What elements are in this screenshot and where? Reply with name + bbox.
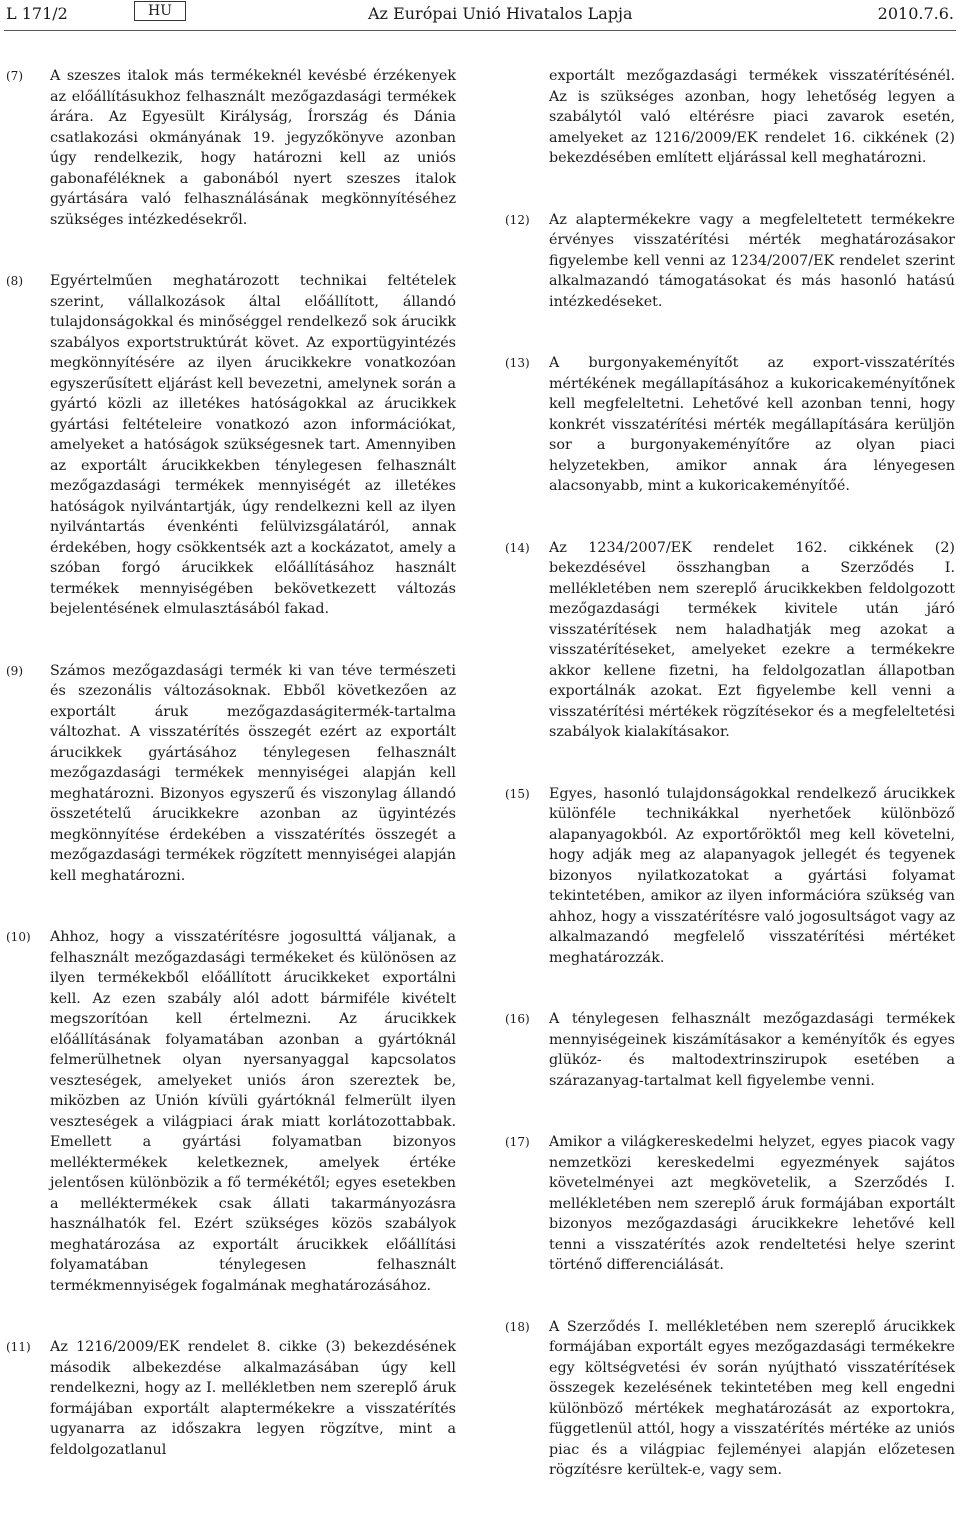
language-code-box: HU [134, 1, 186, 21]
recital-11 [6, 1337, 456, 1460]
recital-text: Amikor a világkereskedelmi helyzet, egyes piacok vagy nemzetközi kereskedelmi egyezmények sajátos követelményei azt megkövetelik, a Szerződés I. mellékletében nem szereplő áruk formájában exportált bizonyos mezőgazdasági árucikkekre lehetővé kell tenni a visszatérítés azok rendeltetési helye szerint történő differenciálását. [549, 1134, 955, 1273]
recital-9 [6, 661, 456, 887]
recital-17 [505, 1132, 955, 1276]
recital-number: (9) [6, 663, 23, 678]
recital-18 [505, 1317, 955, 1481]
recital-text: A szeszes italok más termékeknél kevésbé érzékenyek az előállításukhoz felhasznált mezőgazdasági termékek árára. Az Egyesült Királyság, Írország és Dánia csatlakozási okmányának 19. jegyzőkönyve azonban úgy rendelkezik, hogy határozni kell az uniós gabonaféléknek a gabonából nyert szeszes italok gyártására való felhasználásának megkönnyítéséhez szükséges intézkedésekről. [50, 68, 456, 228]
publication-date: 2010.7.6. [877, 4, 954, 23]
journal-title: Az Európai Unió Hivatalos Lapja [368, 4, 633, 23]
recital-number: (7) [6, 69, 23, 83]
page-header [0, 0, 960, 30]
recital-14 [505, 538, 955, 743]
recital-8 [6, 271, 456, 620]
recital-text: Számos mezőgazdasági termék ki van téve természeti és szezonális változásoknak. Ebből következően az exportált áruk mezőgazdaságitermék-tartalma változhat. A visszatérítés összegét ezért az exportált árucikkek gyártásához ténylegesen felhasznált mezőgazdasági termékek mennyiségei alapján kell meghatározni. Bizonyos egyszerű és viszonylag állandó összetételű árucikkekre azonban az ügyintézés megkönnyítése érdekében a visszatérítés összegét a mezőgazdasági termékek rögzített mennyiségei alapján kell meghatározni. [50, 662, 456, 884]
recital-number: (8) [6, 274, 23, 288]
recital-number: (12) [505, 212, 530, 227]
recital-number: (16) [505, 1012, 530, 1026]
recital-number: (11) [6, 1340, 31, 1354]
recital-number: (15) [505, 786, 530, 801]
recital-number: (10) [6, 930, 31, 944]
recital-16 [505, 1009, 955, 1091]
recital-text: Az 1234/2007/EK rendelet 162. cikkének (2) bekezdésével összhangban a Szerződés I. mellékletében nem szereplő árucikkekben feldolgozott mezőgazdasági termékek kivitele után járó visszatérítések nem haladhatják meg azokat a visszatérítéseket, amelyeket ezekre a termékekre akkor kellene fizetni, ha feldolgozatlan állapotban exportálnák azokat. Ezt figyelembe kell venni a visszatérítési mértékek rögzítésekor és a megfeleltetési szabályok kialakításakor. [549, 539, 955, 740]
recital-number: (18) [505, 1319, 530, 1334]
recital-7 [6, 66, 456, 230]
recital-text: A burgonyakeményítőt az export-visszatérítés mértékének megállapításához a kukoricakeményítőnek kell megfeleltetni. Lehetővé kell azonban tenni, hogy konkrét visszatérítési mérték megállapítására kerüljön sor a burgonyakeményítőre az olyan piaci helyzetekben, amikor annak ára lényegesen alacsonyabb, mint a kukoricakeményítőé. [549, 355, 955, 494]
recital-10 [6, 927, 456, 1296]
left-column [6, 66, 456, 1501]
recital-text: Egyes, hasonló tulajdonságokkal rendelkező árucikkek különféle technikákkal nyerhetőek különböző alapanyagokból. Az exportőröktől meg kell követelni, hogy adják meg az alapanyagok jellegét és tegyenek bizonyos nyilatkozatokat a gyártási folyamat tekintetében, amikor az ilyen információra szükség van ahhoz, hogy a visszatérítésre való jogosultságot vagy az alkalmazandó megfelelő visszatérítési mértéket meghatározzák. [549, 785, 955, 966]
recital-text: Egyértelműen meghatározott technikai feltételek szerint, vállalkozások által előállított, állandó tulajdonságokkal és minőséggel rendelkező sok árucikk szabályos exportstruktúrát követ. Az exportügyintézés megkönnyítésére az ilyen árucikkekre vonatkozóan egyszerűsített eljárást kell bevezetni, amelynek során a gyártó közli az illetékes hatóságokkal az árucikkek gyártási feltételeire vonatkozó azon információkat, amelyeket a hatóságok szükségesnek tart. Amennyiben az exportált árucikkekben ténylegesen felhasznált mezőgazdasági termékek mennyiségét az illetékes hatóságok nyilvántartják, úgy rendelkezni kell az ilyen nyilvántartás évenkénti felülvizsgálatáról, annak érdekében, hogy csökkentsék azt a kockázatot, amely a szóban forgó árucikkek előállításához használt termékek mennyiségében bekövetkezett változás bejelentésének elmulasztásából fakad. [50, 273, 456, 617]
recital-11-continued [505, 66, 955, 169]
right-column [505, 66, 955, 1522]
recital-number: (17) [505, 1135, 530, 1149]
recital-text: A ténylegesen felhasznált mezőgazdasági termékek mennyiségeinek kiszámításakor a keményítők és egyes glükóz- és maltodextrinszirupok esetében a szárazanyag-tartalmat kell figyelembe venni. [549, 1011, 955, 1089]
recital-number: (14) [505, 540, 530, 555]
header-rule [4, 30, 956, 31]
recital-text: exportált mezőgazdasági termékek visszatérítésénél. Az is szükséges azonban, hogy lehetőség legyen a szabálytól való eltérésre piaci zavarok esetén, amelyeket az 1216/2009/EK rendelet 16. cikkének (2) bekezdésében említett eljárással kell meghatározni. [549, 68, 955, 166]
recital-text: Az alaptermékekre vagy a megfeleltetett termékekre érvényes visszatérítési mérték meghatározásakor figyelembe kell venni az 1234/2007/EK rendelet szerint alkalmazandó támogatásokat és más hasonló hatású intézkedéseket. [549, 211, 955, 310]
recital-12 [505, 210, 955, 313]
page-reference: L 171/2 [6, 4, 68, 23]
recital-15 [505, 784, 955, 969]
recital-13 [505, 353, 955, 497]
recital-number [505, 66, 549, 169]
recital-text: A Szerződés I. mellékletében nem szereplő árucikkek formájában exportált egyes mezőgazdasági termékekre egy költségvetési év során nyújtható visszatérítések összegek kezelésének tekintetében meg kell engedni különböző mértékek meghatározását az exportokra, függetlenül attól, hogy a visszatérítés mértéke az uniós piac és a világpiac fejleményei alapján előzetesen rögzítésre kerültek-e, vagy sem. [549, 1318, 955, 1478]
recital-text: Ahhoz, hogy a visszatérítésre jogosulttá váljanak, a felhasznált mezőgazdasági termékeket és különösen az ilyen termékekből előállított árucikkeket exportálni kell. Az ezen szabály alól adott bármiféle kivételt megszorítóan kell értelmezni. Az árucikkek előállításának folyamatában azonban a gyártóknál felmerülhetnek olyan nyersanyaggal kapcsolatos veszteségek, amelyeket uniós áron szereztek be, miközben az Unión kívüli gyártóknál felmerült ilyen veszteségek a világpiaci árak miatt korlátozottabbak. Emellett a gyártási folyamatban bizonyos melléktermékek keletkeznek, amelyek értéke jelentősen különbözik a fő termékétől; egyes esetekben a melléktermékek csak állati takarmányozásra használhatók fel. Ezért szükséges közös szabályok meghatározása az exportált árucikkek előállítási folyamatában ténylegesen felhasznált termékmennyiségek fogalmának meghatározásához. [50, 929, 456, 1294]
recital-number: (13) [505, 356, 530, 370]
recital-text: Az 1216/2009/EK rendelet 8. cikke (3) bekezdésének második albekezdése alkalmazásában úgy kell rendelkezni, hogy az I. mellékletben nem szereplő áruk formájában exportált alaptermékekre a visszatérítés ugyanarra az időszakra legyen rögzítve, mint a feldolgozatlanul [50, 1339, 456, 1458]
